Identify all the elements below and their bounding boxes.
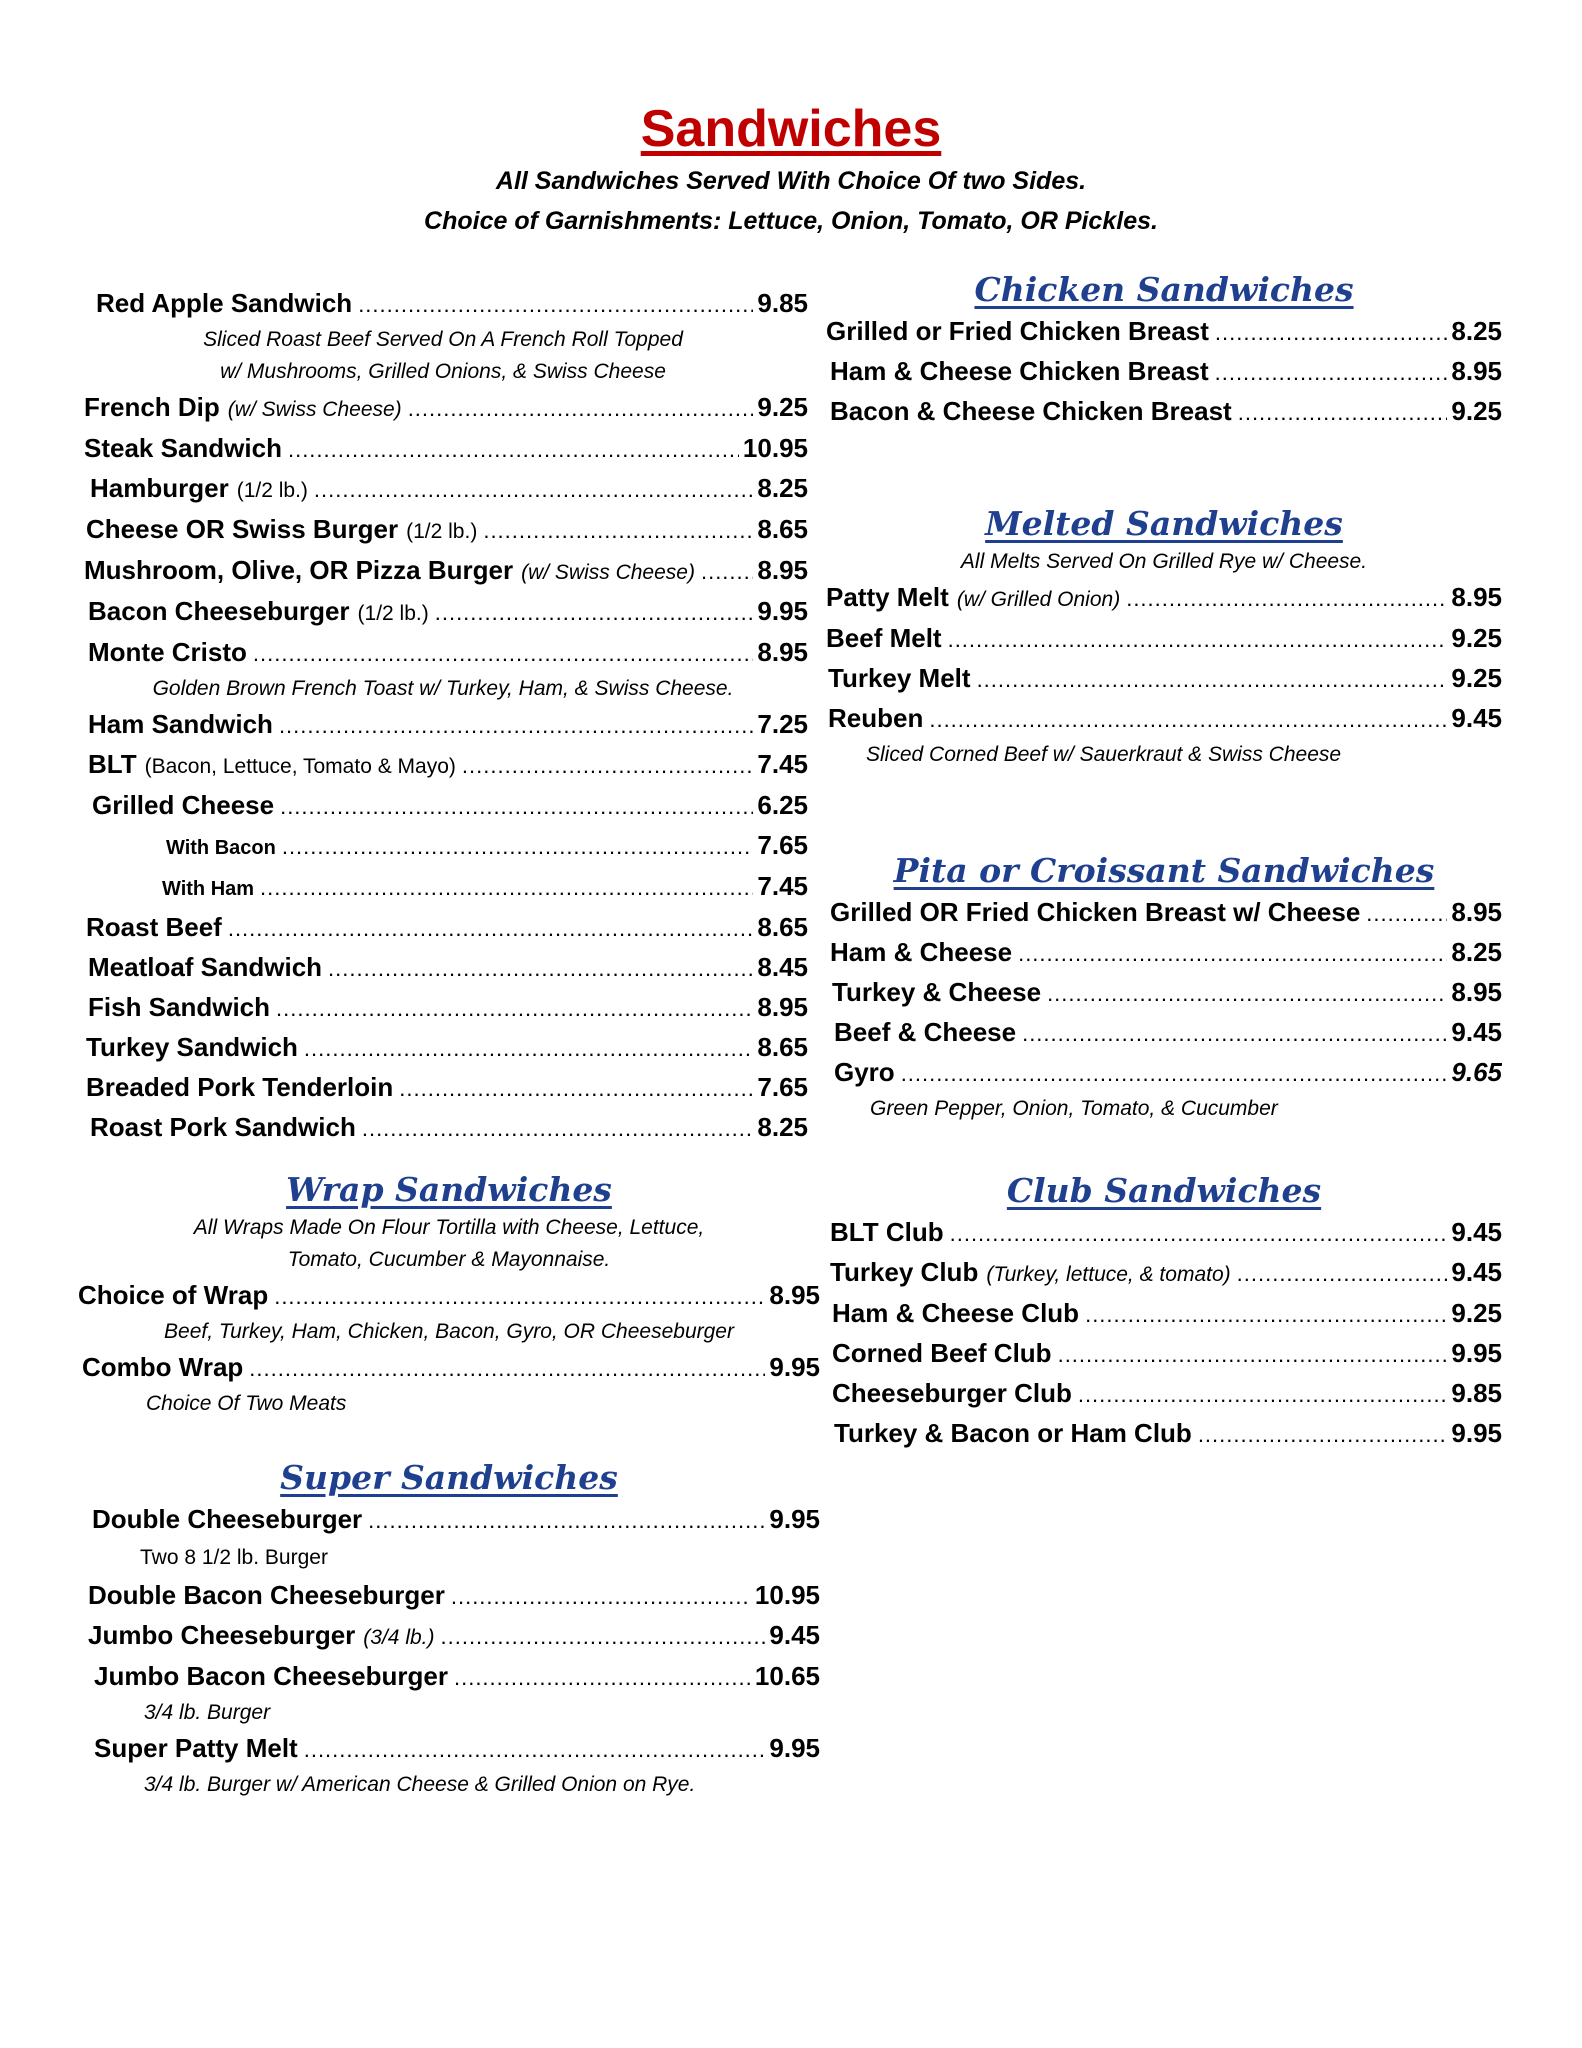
dot-leader	[1237, 1255, 1448, 1293]
dot-leader	[276, 990, 753, 1028]
item-price: 7.25	[757, 709, 808, 739]
wrap-super-section	[78, 1168, 820, 1801]
dot-leader	[249, 1350, 765, 1388]
item-name: Turkey Sandwich	[86, 1032, 298, 1062]
item-price: 9.45	[1451, 703, 1502, 733]
menu-item	[78, 284, 808, 324]
item-name: BLT Club	[830, 1217, 944, 1247]
menu-item	[78, 1348, 820, 1388]
item-name: Turkey Melt	[828, 663, 971, 693]
item-name: Grilled OR Fried Chicken Breast w/ Cheese	[830, 897, 1361, 927]
dot-leader	[362, 1110, 754, 1148]
item-description: Green Pepper, Onion, Tomato, & Cucumber	[870, 1097, 1278, 1120]
item-price: 9.85	[757, 288, 808, 318]
item-name: Double Bacon Cheeseburger	[88, 1580, 445, 1610]
item-name: Meatloaf Sandwich	[88, 952, 323, 982]
item-name: Mushroom, Olive, OR Pizza Burger	[84, 555, 514, 585]
dot-leader	[314, 471, 753, 509]
item-option: (Bacon, Lettuce, Tomato & Mayo)	[144, 755, 456, 778]
wrap-section-title: Wrap Sandwiches	[286, 1170, 612, 1209]
item-price: 8.95	[757, 992, 808, 1022]
menu-item	[78, 510, 808, 551]
item-description: Sliced Roast Beef Served On A French Roll Topped	[203, 328, 683, 351]
item-name: Choice of Wrap	[78, 1280, 269, 1310]
dot-leader	[1018, 935, 1447, 973]
dot-leader	[977, 661, 1448, 699]
menu-item	[826, 392, 1502, 432]
item-price: 9.25	[1451, 396, 1502, 426]
menu-item	[78, 429, 808, 469]
dot-leader	[451, 1578, 751, 1616]
menu-item	[826, 933, 1502, 973]
dot-leader	[454, 1659, 751, 1697]
item-price: 9.25	[1451, 1298, 1502, 1328]
item-price: 9.95	[1451, 1418, 1502, 1448]
menu-item	[826, 659, 1502, 699]
item-name: Steak Sandwich	[84, 433, 282, 463]
item-price: 9.95	[757, 596, 808, 626]
menu-item	[78, 1616, 820, 1657]
item-description: Beef, Turkey, Ham, Chicken, Bacon, Gyro, OR Cheeseburger	[164, 1320, 734, 1343]
item-option: (w/ Grilled Onion)	[956, 588, 1121, 611]
main-sandwich-list	[78, 284, 808, 1148]
item-price: 8.95	[757, 637, 808, 667]
dot-leader	[948, 621, 1448, 659]
dot-leader	[1058, 1336, 1448, 1374]
dot-leader	[1238, 394, 1448, 432]
sides-note: All Sandwiches Served With Choice Of two Sides.	[495, 167, 1087, 195]
item-price: 9.95	[1451, 1338, 1502, 1368]
item-option: (1/2 lb.)	[406, 520, 478, 543]
item-description: Choice Of Two Meats	[146, 1392, 347, 1415]
menu-header	[0, 98, 1582, 240]
menu-item	[826, 312, 1502, 352]
item-price: 8.25	[1451, 316, 1502, 346]
dot-leader	[1126, 580, 1447, 618]
menu-item	[826, 578, 1502, 619]
menu-item	[826, 1334, 1502, 1374]
dot-leader	[1366, 895, 1447, 933]
menu-item	[78, 705, 808, 745]
garnish-note: Choice of Garnishments: Lettuce, Onion, Tomato, OR Pickles.	[424, 207, 1158, 235]
club-section-title: Club Sandwiches	[1006, 1171, 1322, 1210]
item-price: 8.95	[769, 1280, 820, 1310]
item-description: Sliced Corned Beef w/ Sauerkraut & Swiss Cheese	[866, 743, 1342, 766]
super-section-title: Super Sandwiches	[280, 1458, 618, 1497]
item-price: 8.95	[1451, 897, 1502, 927]
item-name: Grilled or Fried Chicken Breast	[826, 316, 1209, 346]
item-price: 9.25	[1451, 623, 1502, 653]
item-name: Super Patty Melt	[94, 1733, 298, 1763]
menu-item	[826, 1253, 1502, 1294]
dot-leader	[260, 869, 753, 907]
dot-leader	[253, 635, 754, 673]
item-price: 8.65	[757, 912, 808, 942]
item-name: With Bacon	[166, 837, 276, 859]
item-price: 7.45	[757, 749, 808, 779]
menu-item	[826, 973, 1502, 1013]
menu-item	[826, 1414, 1502, 1454]
item-price: 9.45	[1451, 1017, 1502, 1047]
dot-leader	[228, 910, 754, 948]
item-name: Grilled Cheese	[92, 790, 275, 820]
menu-item	[78, 1028, 808, 1068]
right-column	[826, 268, 1502, 1454]
menu-item	[78, 551, 808, 592]
item-name: Turkey & Bacon or Ham Club	[834, 1418, 1192, 1448]
item-name: Beef & Cheese	[834, 1017, 1017, 1047]
item-option: (Turkey, lettuce, & tomato)	[986, 1263, 1231, 1286]
menu-item	[826, 352, 1502, 392]
dot-leader	[304, 1030, 753, 1068]
item-name: Combo Wrap	[82, 1352, 244, 1382]
item-name: Reuben	[828, 703, 924, 733]
dot-leader	[1215, 314, 1448, 352]
item-price: 9.45	[769, 1620, 820, 1650]
item-name: Beef Melt	[826, 623, 942, 653]
dot-leader	[282, 828, 754, 866]
menu-item	[78, 592, 808, 633]
dot-leader	[1047, 975, 1447, 1013]
wrap-note: All Wraps Made On Flour Tortilla with Cheese, Lettuce,	[193, 1216, 705, 1239]
item-price: 9.25	[1451, 663, 1502, 693]
menu-item	[78, 633, 808, 673]
item-name: Turkey Club	[830, 1257, 979, 1287]
item-price: 9.65	[1451, 1057, 1502, 1087]
item-price: 10.65	[754, 1661, 820, 1691]
item-price: 10.95	[754, 1580, 820, 1610]
menu-item	[78, 988, 808, 1028]
dot-leader	[408, 390, 754, 428]
dot-leader	[274, 1278, 765, 1316]
item-price: 8.65	[757, 1032, 808, 1062]
menu-item	[826, 1374, 1502, 1414]
item-name: Cheeseburger Club	[832, 1378, 1072, 1408]
menu-item	[78, 1108, 808, 1148]
item-option: (1/2 lb.)	[357, 602, 429, 625]
dot-leader	[701, 553, 753, 591]
melted-section-title: Melted Sandwiches	[985, 504, 1343, 543]
item-price: 9.45	[1451, 1257, 1502, 1287]
item-price: 9.25	[757, 392, 808, 422]
item-name: Ham & Cheese	[830, 937, 1013, 967]
menu-item	[78, 1576, 820, 1616]
pita-section-title: Pita or Croissant Sandwiches	[893, 851, 1435, 890]
item-price: 8.95	[1451, 582, 1502, 612]
dot-leader	[1078, 1376, 1448, 1414]
menu-item	[826, 893, 1502, 933]
menu-item	[78, 1276, 820, 1316]
item-description: Two 8 1/2 lb. Burger	[140, 1546, 328, 1569]
item-name: Roast Beef	[86, 912, 222, 942]
item-price: 8.25	[1451, 937, 1502, 967]
menu-item	[78, 745, 808, 786]
menu-item	[78, 1657, 820, 1697]
menu-item	[78, 1729, 820, 1769]
dot-leader	[328, 950, 753, 988]
menu-item	[78, 1500, 820, 1540]
item-name: Jumbo Cheeseburger	[88, 1620, 356, 1650]
item-description: 3/4 lb. Burger	[144, 1701, 271, 1724]
item-name: Ham Sandwich	[88, 709, 273, 739]
item-description: Golden Brown French Toast w/ Turkey, Ham, & Swiss Cheese.	[152, 677, 734, 700]
item-name: BLT	[88, 749, 137, 779]
item-name: Ham & Cheese Club	[832, 1298, 1080, 1328]
menu-item	[826, 619, 1502, 659]
item-name: Turkey & Cheese	[832, 977, 1042, 1007]
item-price: 7.65	[757, 1072, 808, 1102]
chicken-section-title: Chicken Sandwiches	[974, 270, 1354, 309]
item-name: Jumbo Bacon Cheeseburger	[94, 1661, 448, 1691]
menu-item	[78, 948, 808, 988]
item-price: 8.95	[1451, 977, 1502, 1007]
dot-leader	[462, 747, 753, 785]
dot-leader	[929, 701, 1447, 739]
menu-subitem	[78, 867, 808, 908]
dot-leader	[1022, 1015, 1447, 1053]
item-description: 3/4 lb. Burger w/ American Cheese & Grilled Onion on Rye.	[144, 1773, 696, 1796]
menu-subitem	[78, 826, 808, 867]
wrap-note: Tomato, Cucumber & Mayonnaise.	[287, 1248, 611, 1271]
dot-leader	[483, 512, 753, 550]
menu-item	[826, 1053, 1502, 1093]
item-option: (w/ Swiss Cheese)	[521, 561, 695, 584]
dot-leader	[358, 286, 753, 324]
item-name: French Dip	[84, 392, 220, 422]
item-price: 8.25	[757, 1112, 808, 1142]
item-name: With Ham	[162, 878, 255, 900]
menu-item	[826, 1013, 1502, 1053]
item-price: 9.95	[769, 1352, 820, 1382]
page-title: Sandwiches	[640, 100, 942, 158]
menu-item	[826, 699, 1502, 739]
item-name: Monte Cristo	[88, 637, 247, 667]
dot-leader	[1085, 1296, 1447, 1334]
item-name: Fish Sandwich	[88, 992, 271, 1022]
item-description: w/ Mushrooms, Grilled Onions, & Swiss Cheese	[220, 360, 666, 383]
dot-leader	[1215, 354, 1448, 392]
dot-leader	[304, 1731, 766, 1769]
item-price: 8.45	[757, 952, 808, 982]
dot-leader	[1198, 1416, 1448, 1454]
item-name: Roast Pork Sandwich	[90, 1112, 356, 1142]
item-name: Breaded Pork Tenderloin	[86, 1072, 394, 1102]
item-name: Cheese OR Swiss Burger	[86, 514, 399, 544]
dot-leader	[280, 788, 753, 826]
dot-leader	[901, 1055, 1448, 1093]
item-option: (3/4 lb.)	[363, 1626, 435, 1649]
item-option: (1/2 lb.)	[236, 479, 308, 502]
menu-item	[78, 908, 808, 948]
dot-leader	[441, 1618, 766, 1656]
item-name: Bacon Cheeseburger	[88, 596, 350, 626]
item-name: Patty Melt	[826, 582, 949, 612]
menu-item	[78, 388, 808, 429]
item-price: 8.65	[757, 514, 808, 544]
item-price: 9.45	[1451, 1217, 1502, 1247]
item-name: Double Cheeseburger	[92, 1504, 363, 1534]
item-price: 7.65	[757, 830, 808, 860]
item-name: Bacon & Cheese Chicken Breast	[830, 396, 1232, 426]
menu-item	[78, 469, 808, 510]
item-price: 9.95	[769, 1504, 820, 1534]
dot-leader	[399, 1070, 753, 1108]
item-price: 9.95	[769, 1733, 820, 1763]
item-price: 6.25	[757, 790, 808, 820]
dot-leader	[288, 431, 739, 469]
item-price: 7.45	[757, 871, 808, 901]
menu-item	[826, 1294, 1502, 1334]
item-name: Ham & Cheese Chicken Breast	[830, 356, 1209, 386]
dot-leader	[435, 594, 754, 632]
dot-leader	[368, 1502, 765, 1540]
item-price: 8.95	[757, 555, 808, 585]
item-name: Hamburger	[90, 473, 229, 503]
dot-leader	[950, 1215, 1448, 1253]
item-name: Red Apple Sandwich	[96, 288, 353, 318]
menu-item	[78, 786, 808, 826]
dot-leader	[279, 707, 753, 745]
menu-item	[78, 1068, 808, 1108]
item-price: 10.95	[742, 433, 808, 463]
item-price: 9.85	[1451, 1378, 1502, 1408]
melted-note: All Melts Served On Grilled Rye w/ Cheese.	[960, 550, 1368, 573]
item-price: 8.95	[1451, 356, 1502, 386]
item-name: Gyro	[834, 1057, 895, 1087]
menu-item	[826, 1213, 1502, 1253]
item-price: 8.25	[757, 473, 808, 503]
item-name: Corned Beef Club	[832, 1338, 1052, 1368]
item-option: (w/ Swiss Cheese)	[227, 398, 402, 421]
